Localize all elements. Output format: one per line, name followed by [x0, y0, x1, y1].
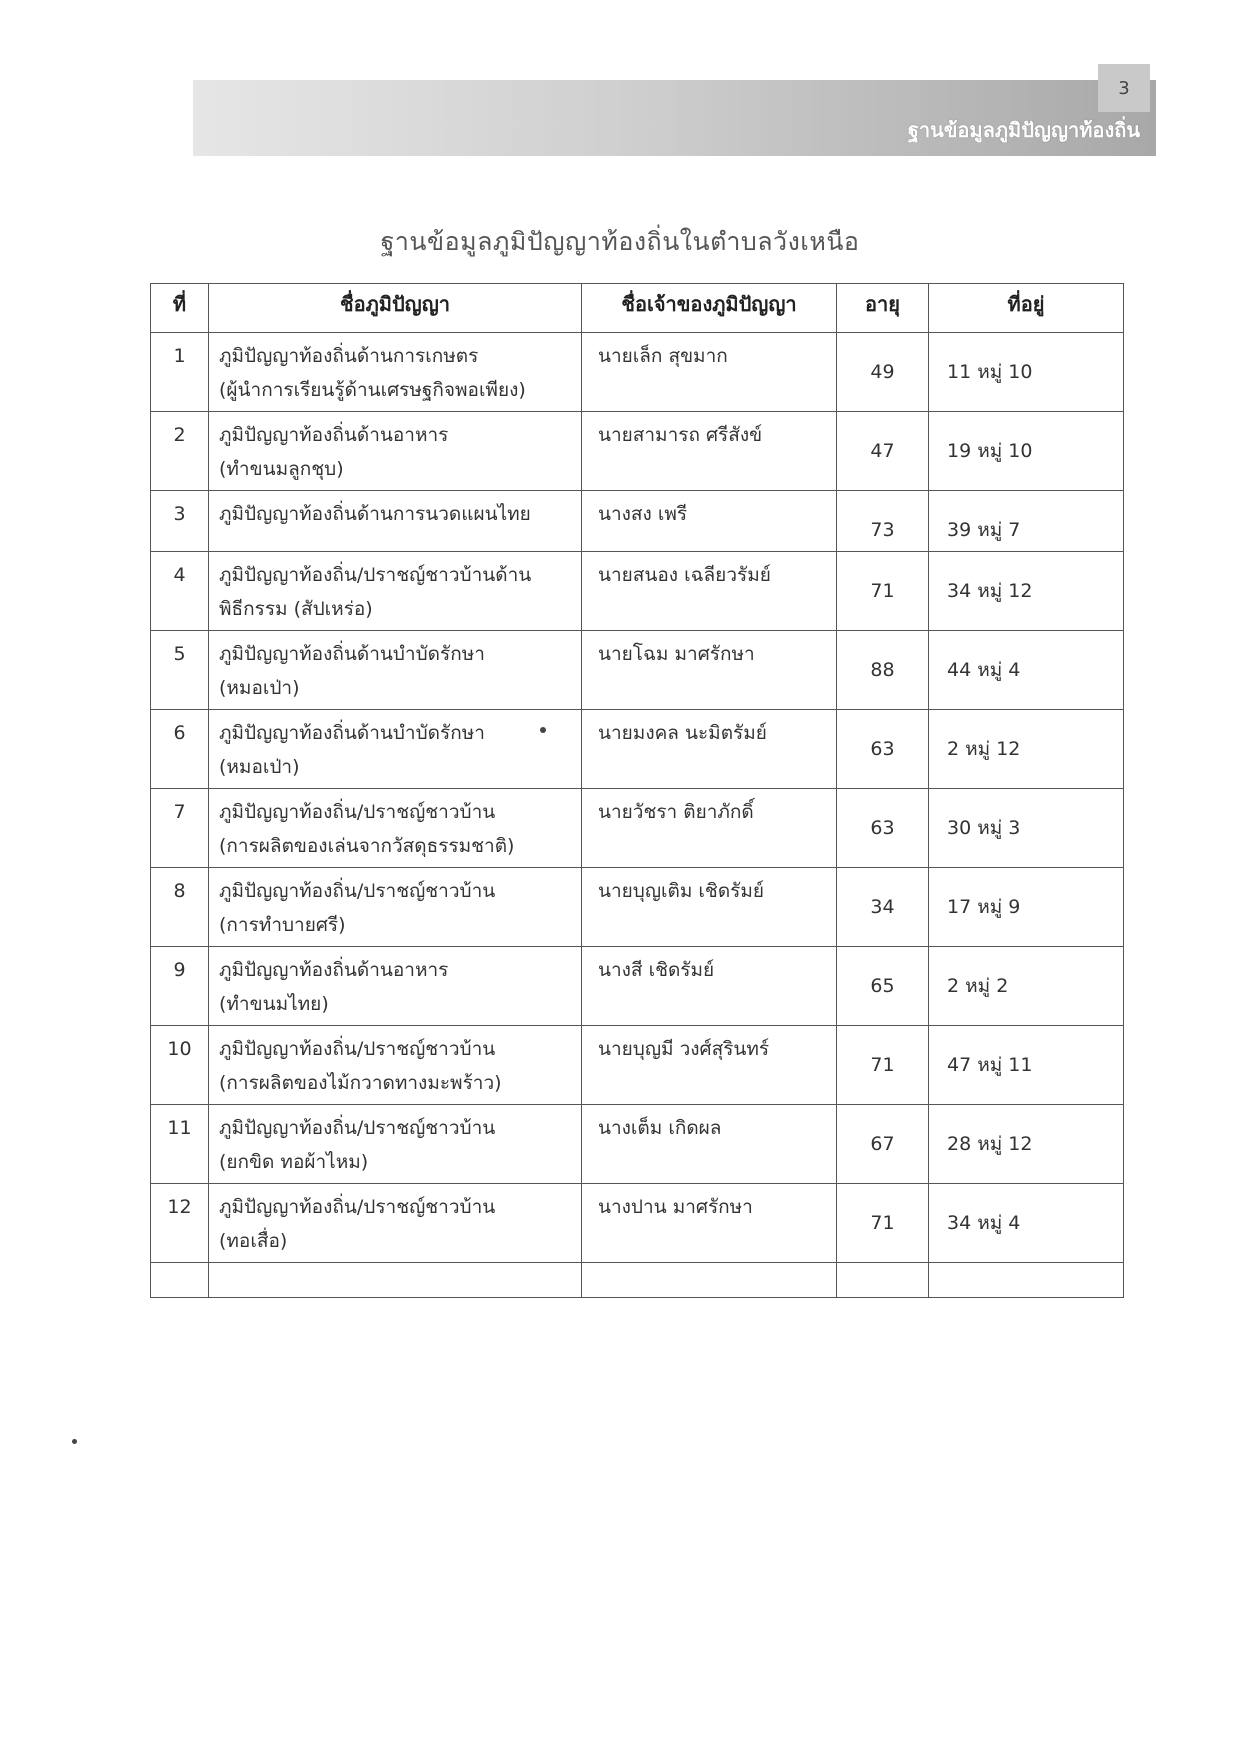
cell-wisdom: [209, 868, 582, 947]
cell-no-text: 12: [167, 1196, 192, 1218]
cell-wisdom-line-1: ภูมิปัญญาท้องถิ่น/ปราชญ์ชาวบ้าน: [219, 1196, 496, 1218]
page-number: 3: [1098, 64, 1150, 112]
cell-wisdom-line-2: (ผู้นำการเรียนรู้ด้านเศรษฐกิจพอเพียง): [219, 379, 526, 401]
table-row: [151, 491, 1124, 552]
table-row-empty: [151, 1263, 1124, 1298]
cell-no-text: 3: [173, 503, 186, 525]
cell-no-text: 6: [173, 722, 186, 744]
cell-wisdom-line-2: (การผลิตของเล่นจากวัสดุธรรมชาติ): [219, 835, 515, 857]
cell-wisdom: [209, 1105, 582, 1184]
cell-age-text: 65: [870, 975, 895, 997]
cell-no-text: 5: [173, 643, 186, 665]
cell-no: [151, 1026, 209, 1105]
table-row: [151, 333, 1124, 412]
wisdom-table: [150, 283, 1124, 1298]
cell-no: [151, 710, 209, 789]
cell-no: [151, 412, 209, 491]
cell-address: [929, 1184, 1124, 1263]
cell-address: [929, 868, 1124, 947]
cell-wisdom: [209, 552, 582, 631]
table-row: [151, 1105, 1124, 1184]
cell-wisdom-line-2: พิธีกรรม (สัปเหร่อ): [219, 598, 373, 620]
cell-no-text: 4: [173, 564, 186, 586]
header-band: [193, 80, 1156, 156]
cell-empty: [151, 1263, 209, 1298]
cell-age: [837, 1105, 929, 1184]
cell-wisdom-line-1: ภูมิปัญญาท้องถิ่นด้านบำบัดรักษา: [219, 722, 485, 744]
cell-owner: [582, 1105, 837, 1184]
table-row: [151, 412, 1124, 491]
table-row: [151, 1184, 1124, 1263]
cell-empty: [209, 1263, 582, 1298]
table-row: [151, 947, 1124, 1026]
cell-address: [929, 947, 1124, 1026]
column-header-wisdom: ชื่อภูมิปัญญา: [209, 284, 582, 333]
cell-no: [151, 1184, 209, 1263]
cell-age-text: 71: [870, 580, 895, 602]
cell-wisdom: [209, 491, 582, 552]
cell-wisdom-line-2: (ทำขนมไทย): [219, 993, 329, 1015]
cell-owner-text: นายโฉม มาศรักษา: [598, 643, 755, 665]
cell-wisdom-line-1: ภูมิปัญญาท้องถิ่นด้านอาหาร: [219, 424, 449, 446]
cell-address-text: 34 หมู่ 12: [947, 580, 1033, 602]
cell-owner: [582, 333, 837, 412]
cell-owner: [582, 710, 837, 789]
cell-wisdom: [209, 947, 582, 1026]
cell-address-text: 44 หมู่ 4: [947, 659, 1021, 681]
cell-owner-text: นางสี เชิดรัมย์: [598, 959, 715, 981]
cell-wisdom-line-2: (การทำบายศรี): [219, 914, 346, 936]
cell-wisdom-line-2: (ทำขนมลูกชุบ): [219, 458, 344, 480]
cell-address: [929, 412, 1124, 491]
cell-address-text: 47 หมู่ 11: [947, 1054, 1033, 1076]
cell-address-text: 2 หมู่ 12: [947, 738, 1021, 760]
cell-address: [929, 631, 1124, 710]
cell-wisdom: [209, 412, 582, 491]
cell-no: [151, 491, 209, 552]
cell-no: [151, 868, 209, 947]
cell-age: [837, 491, 929, 552]
cell-age-text: 71: [870, 1054, 895, 1076]
cell-no-text: 11: [167, 1117, 192, 1139]
cell-wisdom-line-1: ภูมิปัญญาท้องถิ่นด้านการนวดแผนไทย: [219, 503, 531, 525]
cell-wisdom: [209, 1184, 582, 1263]
cell-no-text: 8: [173, 880, 186, 902]
cell-address: [929, 333, 1124, 412]
cell-empty: [582, 1263, 837, 1298]
cell-owner: [582, 631, 837, 710]
cell-address-text: 39 หมู่ 7: [947, 519, 1021, 541]
cell-age-text: 73: [870, 519, 895, 541]
cell-owner-text: นายสามารถ ศรีสังข์: [598, 424, 763, 446]
cell-address-text: 28 หมู่ 12: [947, 1133, 1033, 1155]
cell-owner: [582, 491, 837, 552]
cell-age-text: 49: [870, 361, 895, 383]
cell-address-text: 19 หมู่ 10: [947, 440, 1033, 462]
cell-empty: [837, 1263, 929, 1298]
cell-owner: [582, 1184, 837, 1263]
cell-age: [837, 1184, 929, 1263]
cell-age-text: 47: [870, 440, 895, 462]
cell-age-text: 63: [870, 817, 895, 839]
cell-owner: [582, 412, 837, 491]
table-row: [151, 710, 1124, 789]
column-header-no: ที่: [151, 284, 209, 333]
cell-owner: [582, 868, 837, 947]
cell-address-text: 17 หมู่ 9: [947, 896, 1021, 918]
cell-wisdom-line-2: (หมอเป่า): [219, 756, 300, 778]
cell-no: [151, 947, 209, 1026]
cell-address: [929, 710, 1124, 789]
table-body: [151, 333, 1124, 1298]
cell-age: [837, 789, 929, 868]
cell-owner-text: นายบุญเติม เชิดรัมย์: [598, 880, 765, 902]
table-header-row: [151, 284, 1124, 333]
cell-no-text: 2: [173, 424, 186, 446]
scan-speck: [72, 1439, 77, 1444]
cell-owner-text: นายบุญมี วงศ์สุรินทร์: [598, 1038, 770, 1060]
cell-age: [837, 947, 929, 1026]
cell-age: [837, 710, 929, 789]
cell-no: [151, 789, 209, 868]
table-row: [151, 868, 1124, 947]
cell-no-text: 9: [173, 959, 186, 981]
cell-owner: [582, 552, 837, 631]
cell-wisdom-line-1: ภูมิปัญญาท้องถิ่น/ปราชญ์ชาวบ้าน: [219, 880, 496, 902]
cell-no-text: 7: [173, 801, 186, 823]
cell-address: [929, 552, 1124, 631]
cell-owner: [582, 1026, 837, 1105]
cell-owner: [582, 947, 837, 1026]
cell-wisdom: [209, 333, 582, 412]
column-header-age: อายุ: [837, 284, 929, 333]
table-row: [151, 1026, 1124, 1105]
cell-empty: [929, 1263, 1124, 1298]
scan-speck: [540, 727, 546, 733]
cell-age: [837, 631, 929, 710]
cell-wisdom-line-1: ภูมิปัญญาท้องถิ่น/ปราชญ์ชาวบ้าน: [219, 1038, 496, 1060]
cell-wisdom-line-1: ภูมิปัญญาท้องถิ่นด้านการเกษตร: [219, 345, 479, 367]
cell-wisdom-line-2: (การผลิตของไม้กวาดทางมะพร้าว): [219, 1072, 502, 1094]
cell-wisdom: [209, 631, 582, 710]
cell-wisdom-line-1: ภูมิปัญญาท้องถิ่นด้านอาหาร: [219, 959, 449, 981]
cell-age-text: 71: [870, 1212, 895, 1234]
cell-address: [929, 1026, 1124, 1105]
header-band-title: ฐานข้อมูลภูมิปัญญาท้องถิ่น: [907, 118, 1140, 142]
cell-age: [837, 412, 929, 491]
cell-wisdom-line-2: (ทอเสื่อ): [219, 1230, 288, 1252]
cell-owner-text: นายเล็ก สุขมาก: [598, 345, 728, 367]
cell-address-text: 34 หมู่ 4: [947, 1212, 1021, 1234]
cell-wisdom-line-1: ภูมิปัญญาท้องถิ่น/ปราชญ์ชาวบ้านด้าน: [219, 564, 532, 586]
cell-owner: [582, 789, 837, 868]
cell-wisdom: [209, 710, 582, 789]
cell-no-text: 1: [173, 345, 186, 367]
cell-age-text: 67: [870, 1133, 895, 1155]
cell-wisdom-line-2: (หมอเป่า): [219, 677, 300, 699]
table-row: [151, 552, 1124, 631]
cell-owner-text: นายสนอง เฉลียวรัมย์: [598, 564, 771, 586]
cell-age-text: 63: [870, 738, 895, 760]
cell-owner-text: นางปาน มาศรักษา: [598, 1196, 753, 1218]
column-header-owner: ชื่อเจ้าของภูมิปัญญา: [582, 284, 837, 333]
document-title: ฐานข้อมูลภูมิปัญญาท้องถิ่นในตำบลวังเหนือ: [380, 227, 860, 256]
cell-age: [837, 1026, 929, 1105]
table-row: [151, 789, 1124, 868]
cell-no: [151, 631, 209, 710]
cell-no: [151, 333, 209, 412]
cell-address: [929, 1105, 1124, 1184]
cell-wisdom-line-1: ภูมิปัญญาท้องถิ่นด้านบำบัดรักษา: [219, 643, 485, 665]
cell-age: [837, 333, 929, 412]
cell-wisdom-line-1: ภูมิปัญญาท้องถิ่น/ปราชญ์ชาวบ้าน: [219, 801, 496, 823]
cell-wisdom-line-2: (ยกขิด ทอผ้าไหม): [219, 1151, 369, 1173]
cell-age: [837, 552, 929, 631]
cell-age-text: 88: [870, 659, 895, 681]
column-header-address: ที่อยู่: [929, 284, 1124, 333]
cell-owner-text: นายวัชรา ติยาภักดิ์: [598, 801, 754, 823]
cell-address: [929, 491, 1124, 552]
cell-owner-text: นางสง เพรี: [598, 503, 688, 525]
cell-age-text: 34: [870, 896, 895, 918]
cell-wisdom: [209, 789, 582, 868]
cell-address-text: 2 หมู่ 2: [947, 975, 1009, 997]
cell-owner-text: นางเต็ม เกิดผล: [598, 1117, 722, 1139]
cell-address-text: 11 หมู่ 10: [947, 361, 1033, 383]
cell-owner-text: นายมงคล นะมิตรัมย์: [598, 722, 767, 744]
cell-address: [929, 789, 1124, 868]
cell-address-text: 30 หมู่ 3: [947, 817, 1021, 839]
cell-no: [151, 552, 209, 631]
cell-wisdom-line-1: ภูมิปัญญาท้องถิ่น/ปราชญ์ชาวบ้าน: [219, 1117, 496, 1139]
cell-wisdom: [209, 1026, 582, 1105]
cell-age: [837, 868, 929, 947]
cell-no: [151, 1105, 209, 1184]
table-row: [151, 631, 1124, 710]
cell-no-text: 10: [167, 1038, 192, 1060]
